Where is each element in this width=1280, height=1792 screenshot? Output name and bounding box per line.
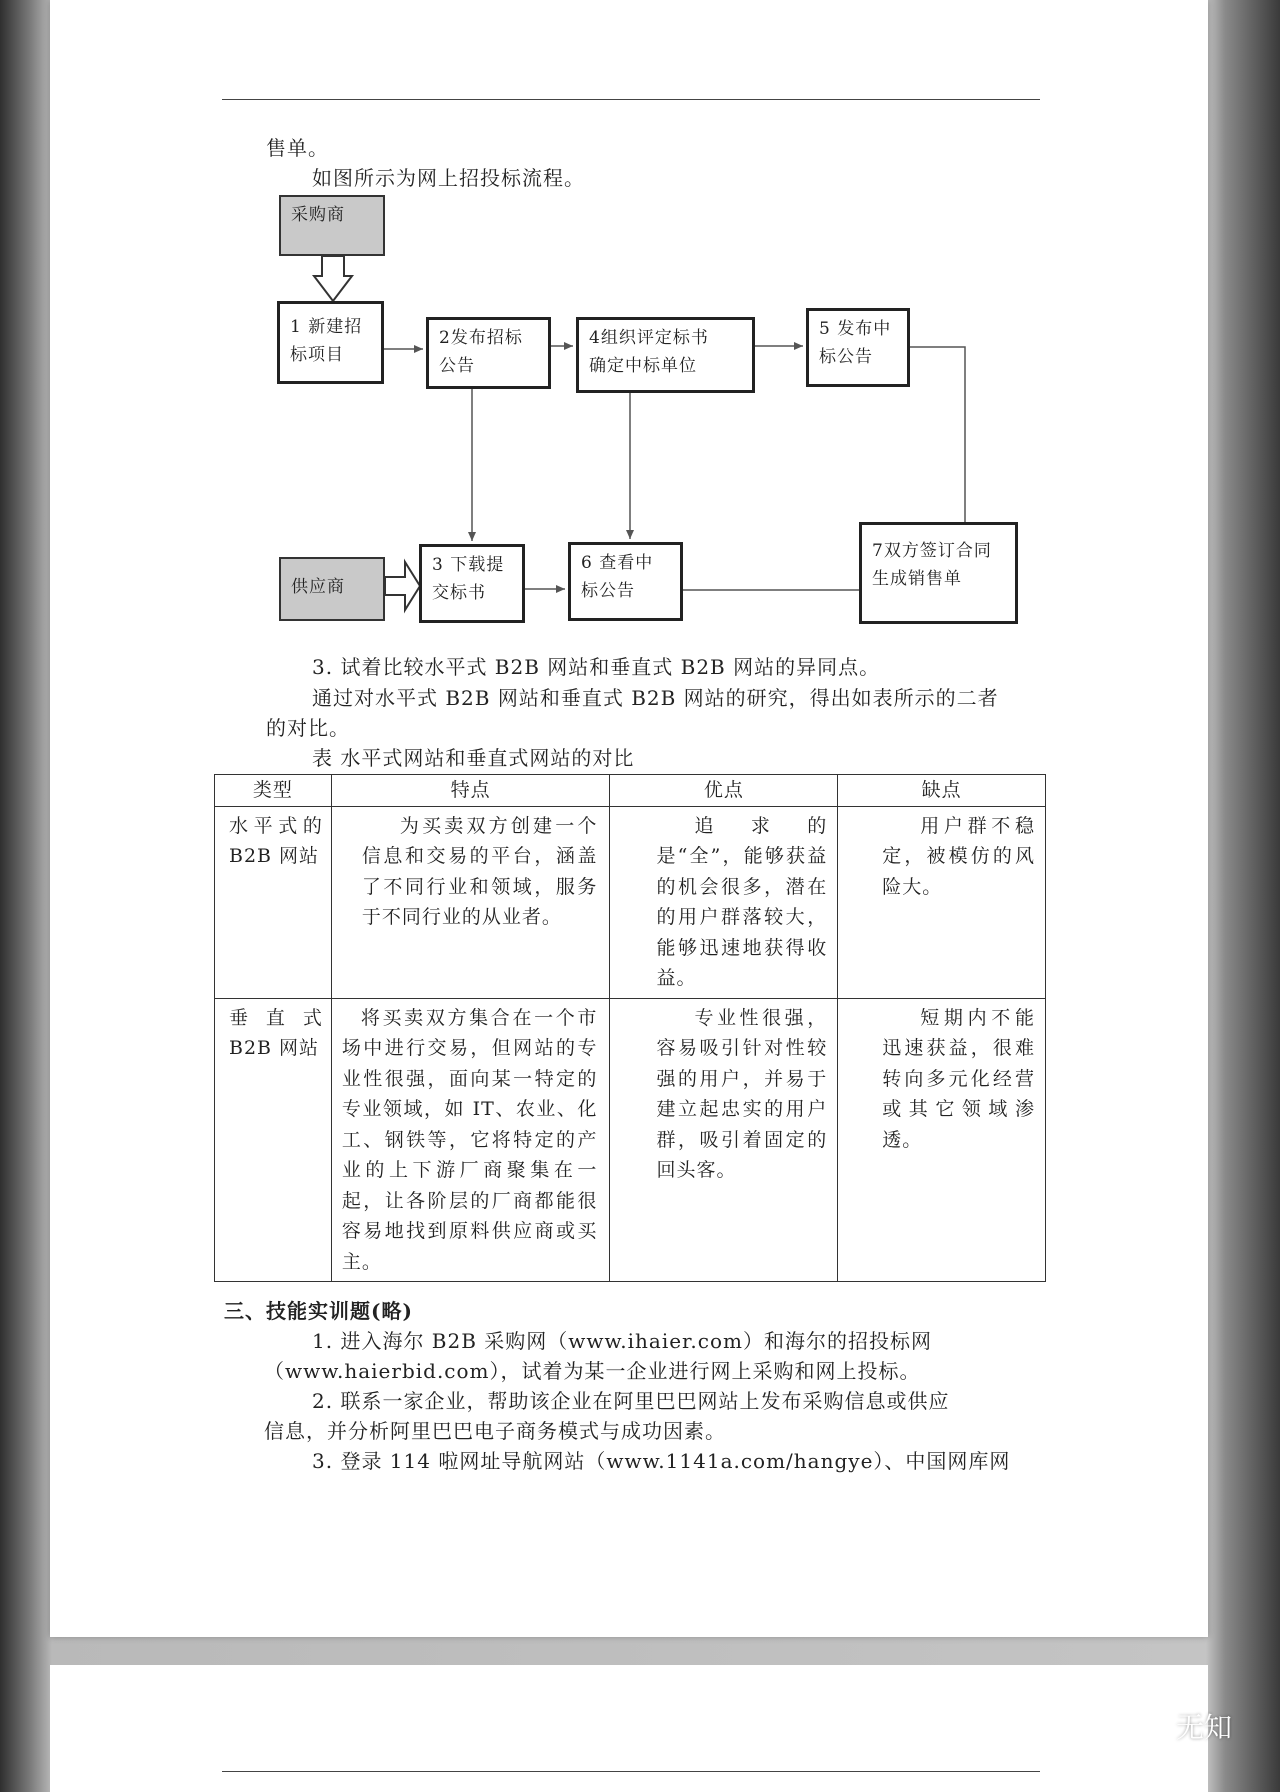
supplier-box (279, 557, 385, 621)
step7-box (859, 522, 1018, 624)
step2-box (426, 317, 551, 389)
step1-box (277, 301, 384, 384)
next-page-header-rule (222, 1771, 1040, 1772)
step1-label: 1 新建招 标项目 (290, 317, 363, 365)
skills-heading: 三、技能实训题(略) (224, 1299, 413, 1323)
step6-label: 6 查看中 标公告 (581, 553, 654, 601)
supplier-hollow-arrow (385, 562, 420, 610)
cell-cons: 用户群不稳定，被模仿的风险大。 (838, 806, 1046, 998)
intro-line-1: 售单。 (266, 136, 329, 160)
chat-bubble-icon (1118, 1704, 1170, 1744)
cell-type: 垂直式 B2B 网站 (215, 998, 332, 1282)
comparison-table (214, 774, 1046, 1282)
watermark-text: 无知 (1176, 1711, 1233, 1744)
question-3: 3. 试着比较水平式 B2B 网站和垂直式 B2B 网站的异同点。 (312, 655, 881, 679)
step3-label: 3 下载提 交标书 (432, 555, 505, 603)
header-cons: 缺点 (838, 775, 1046, 807)
line-step5-to-step7 (910, 347, 965, 522)
skills-item-1-line-2: （www.haierbid.com），试着为某一企业进行网上采购和网上投标。 (264, 1359, 921, 1383)
cell-feature: 为买卖双方创建一个信息和交易的平台，涵盖了不同行业和领域，服务于不同行业的从业者。 (331, 806, 610, 998)
table-caption: 表 水平式网站和垂直式网站的对比 (312, 746, 635, 770)
cell-cons: 短期内不能迅速获益，很难转向多元化经营或其它领域渗透。 (838, 998, 1046, 1282)
buyer-box (279, 195, 385, 256)
skills-item-3-line-1: 3. 登录 114 啦网址导航网站（www.1141a.com/hangye）、中国网库网 (312, 1449, 1011, 1473)
step5-label: 5 发布中 标公告 (819, 319, 892, 367)
skills-item-1-line-1: 1. 进入海尔 B2B 采购网（www.ihaier.com）和海尔的招投标网 (312, 1329, 932, 1353)
intro-line-2: 如图所示为网上招投标流程。 (312, 166, 585, 190)
cell-feature: 将买卖双方集合在一个市场中进行交易，但网站的专业性很强，面向某一特定的专业领域，如 IT、农业、化工、钢铁等，它将特定的产业的上下游厂商聚集在一起，让各阶层的厂商都能很容易地找到原料供应商或买主。 (331, 998, 610, 1282)
table-row (215, 806, 1046, 998)
cell-pros: 追求的是“全”，能够获益的机会很多，潜在的用户群落较大，能够迅速地获得收益。 (610, 806, 838, 998)
step6-box (568, 542, 683, 621)
step4-label: 4组织评定标书 确定中标单位 (589, 328, 709, 376)
skills-item-2-line-1: 2. 联系一家企业，帮助该企业在阿里巴巴网站上发布采购信息或供应 (312, 1389, 950, 1413)
skills-item-2-line-2: 信息，并分析阿里巴巴电子商务模式与成功因素。 (264, 1419, 726, 1443)
watermark-logo (1118, 1704, 1268, 1744)
table-header-row (215, 775, 1046, 807)
step5-box (806, 308, 910, 387)
buyer-label: 采购商 (291, 205, 345, 225)
step2-label: 2发布招标 公告 (439, 328, 523, 376)
supplier-label: 供应商 (291, 577, 345, 597)
cell-pros: 专业性很强，容易吸引针对性较强的用户，并易于建立起忠实的用户群，吸引着固定的回头客。 (610, 998, 838, 1282)
next-document-page (50, 1665, 1208, 1792)
header-type: 类型 (215, 775, 332, 807)
cell-type: 水平式的 B2B 网站 (215, 806, 332, 998)
buyer-hollow-arrow (314, 256, 352, 301)
table-row (215, 998, 1046, 1282)
comparison-paragraph-line-1: 通过对水平式 B2B 网站和垂直式 B2B 网站的研究，得出如表所示的二者 (312, 686, 999, 710)
comparison-paragraph-line-2: 的对比。 (266, 716, 350, 740)
header-pros: 优点 (610, 775, 838, 807)
step3-box (419, 544, 525, 623)
step4-box (576, 317, 755, 393)
step7-label: 7双方签订合同 生成销售单 (872, 541, 992, 589)
header-feature: 特点 (331, 775, 610, 807)
